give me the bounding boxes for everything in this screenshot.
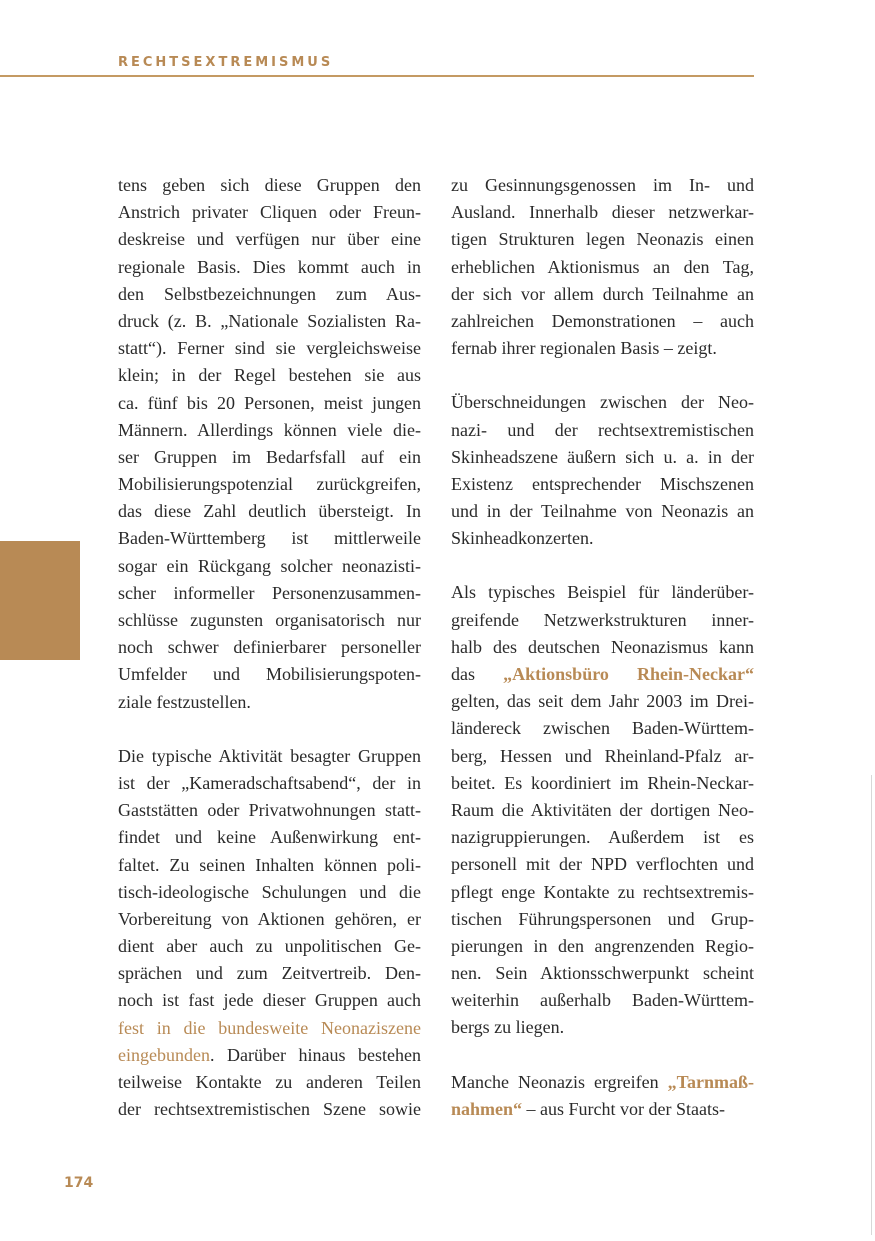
text-line-prefix: das [451, 664, 504, 684]
left-column [118, 172, 421, 1123]
text-line: klein; in der Regel bestehen sie aus [118, 365, 421, 386]
text-line: noch ist fast jede dieser Gruppen auch [118, 990, 421, 1011]
text-line: zu Gesinnungsgenossen im In- und [451, 175, 754, 195]
text-line: sprächen und zum Zeitvertreib. Den- [118, 963, 421, 984]
highlight-tarnmassnahmen-2: nahmen“ [451, 1098, 523, 1119]
text-line: das diese Zahl deutlich übersteigt. In [118, 501, 421, 522]
highlight-neonaziszene: fest in die bundesweite Neonaziszene [118, 1017, 421, 1038]
text-line: weiterhin außerhalb Baden-Württem- [451, 990, 754, 1011]
text-line: halb des deutschen Neonazismus kann [451, 636, 754, 657]
text-line: Umfelder und Mobilisierungspoten- [118, 664, 421, 685]
right-column [451, 172, 754, 1123]
text-line: bergs zu liegen. [451, 1017, 565, 1038]
text-line: und in der Teilnahme von Neonazis an [451, 501, 754, 522]
highlight-aktionsbuero: „Aktionsbüro Rhein-Neckar“ [503, 664, 754, 684]
text-line: Skinheadkonzerten. [451, 528, 594, 549]
text-line [451, 661, 754, 688]
highlight-eingebunden: eingebunden [118, 1044, 210, 1065]
text-line: pflegt enge Kontakte zu rechtsextremis- [451, 881, 754, 902]
text-line: gelten, das seit dem Jahr 2003 im Drei- [451, 691, 754, 712]
text-line: tens geben sich diese Gruppen den [118, 175, 421, 195]
text-line: noch schwer definierbarer personeller [118, 637, 421, 658]
text-line: regionale Basis. Dies kommt auch in [118, 256, 421, 277]
text-line-suffix: . Darüber hinaus bestehen [209, 1044, 421, 1065]
text-line: tischen Führungspersonen und Grup- [451, 908, 754, 929]
header-rule [0, 75, 754, 77]
text-line: Männern. Allerdings können viele die- [118, 419, 421, 440]
text-line: Ausland. Innerhalb dieser netzwerkar- [451, 202, 754, 223]
text-line: schlüsse zugunsten organisatorisch nur [118, 610, 421, 630]
text-line: tisch-ideologische Schulungen und die [118, 881, 421, 902]
text-line: ländereck zwischen Baden-Württem- [451, 718, 754, 739]
text-line-suffix: – aus Furcht vor der Staats- [522, 1098, 725, 1119]
text-line: ziale festzustellen. [118, 691, 251, 712]
text-line: sogar ein Rückgang solcher neonazisti- [118, 555, 421, 576]
text-line: ser Gruppen im Bedarfsfall auf ein [118, 446, 421, 467]
text-line-prefix: Manche Neonazis ergreifen [451, 1071, 668, 1092]
text-line: nen. Sein Aktionsschwerpunkt scheint [451, 963, 754, 984]
text-line: Gaststätten oder Privatwohnungen statt- [118, 800, 421, 821]
text-line: Überschneidungen zwischen der Neo- [451, 392, 754, 413]
text-line: Anstrich privater Cliquen oder Freun- [118, 202, 421, 223]
right-paragraph-1 [451, 172, 754, 362]
text-line: Skinheadszene äußern sich u. a. in der [451, 446, 754, 467]
text-line: der sich vor allem durch Teilnahme an [451, 283, 754, 304]
text-line: greifende Netzwerkstrukturen inner- [451, 609, 754, 630]
text-line: scher informeller Personenzusammen- [118, 582, 421, 603]
margin-line [871, 775, 872, 1235]
text-line: nazigruppierungen. Außerdem ist es [451, 827, 754, 848]
text-line: statt“). Ferner sind sie vergleichsweise [118, 338, 421, 359]
text-line: deskreise und verfügen nur über eine [118, 229, 421, 250]
text-line: Vorbereitung von Aktionen gehören, er [118, 908, 421, 929]
text-line: der rechtsextremistischen Szene sowie [118, 1099, 421, 1120]
text-line: Existenz entsprechender Mischszenen [451, 473, 754, 494]
text-line: fernab ihrer regionalen Basis – zeigt. [451, 338, 717, 359]
text-line: findet und keine Außenwirkung ent- [118, 827, 421, 848]
text-line: Baden-Württemberg ist mittlerweile [118, 528, 421, 549]
right-paragraph-3 [451, 579, 754, 1041]
text-line: teilweise Kontakte zu anderen Teilen [118, 1072, 421, 1092]
text-line: Mobilisierungspotenzial zurückgreifen, [118, 474, 421, 495]
text-line [118, 1015, 421, 1042]
chapter-thumb-tab [0, 541, 80, 660]
right-paragraph-2 [451, 389, 754, 552]
text-line: dient aber auch zu unpolitischen Ge- [118, 936, 421, 957]
text-line: Als typisches Beispiel für länderüber- [451, 582, 754, 603]
text-line: beitet. Es koordiniert im Rhein-Neckar- [451, 772, 754, 793]
text-line: nazi- und der rechtsextremistischen [451, 419, 754, 440]
text-line: erheblichen Aktionismus an den Tag, [451, 256, 754, 277]
text-line: druck (z. B. „Nationale Sozialisten Ra- [118, 310, 421, 331]
text-line [451, 1096, 754, 1123]
text-line: Raum die Aktivitäten der dortigen Neo- [451, 799, 754, 820]
text-line: personell mit der NPD verflochten und [451, 854, 754, 875]
text-line: pierungen in den angrenzenden Regio- [451, 935, 754, 956]
right-paragraph-4 [451, 1069, 754, 1123]
text-line [451, 1069, 754, 1096]
left-paragraph-2 [118, 743, 421, 1124]
text-line: zahlreichen Demonstrationen – auch [451, 310, 754, 331]
text-line: ist der „Kameradschaftsabend“, der in [118, 772, 421, 793]
page-number: 174 [64, 1175, 94, 1191]
text-line [118, 1042, 421, 1069]
highlight-tarnmassnahmen-1: „Tarnmaß- [667, 1071, 754, 1092]
running-head: RECHTSEXTREMISMUS [118, 55, 334, 70]
text-line: Die typische Aktivität besagter Gruppen [118, 745, 421, 766]
left-paragraph-1 [118, 172, 421, 716]
text-line: tigen Strukturen legen Neonazis einen [451, 229, 754, 250]
text-line: berg, Hessen und Rheinland-Pfalz ar- [451, 745, 754, 766]
text-line: den Selbstbezeichnungen zum Aus- [118, 283, 421, 304]
text-line: faltet. Zu seinen Inhalten können poli- [118, 854, 421, 875]
text-line: ca. fünf bis 20 Personen, meist jungen [118, 392, 421, 413]
